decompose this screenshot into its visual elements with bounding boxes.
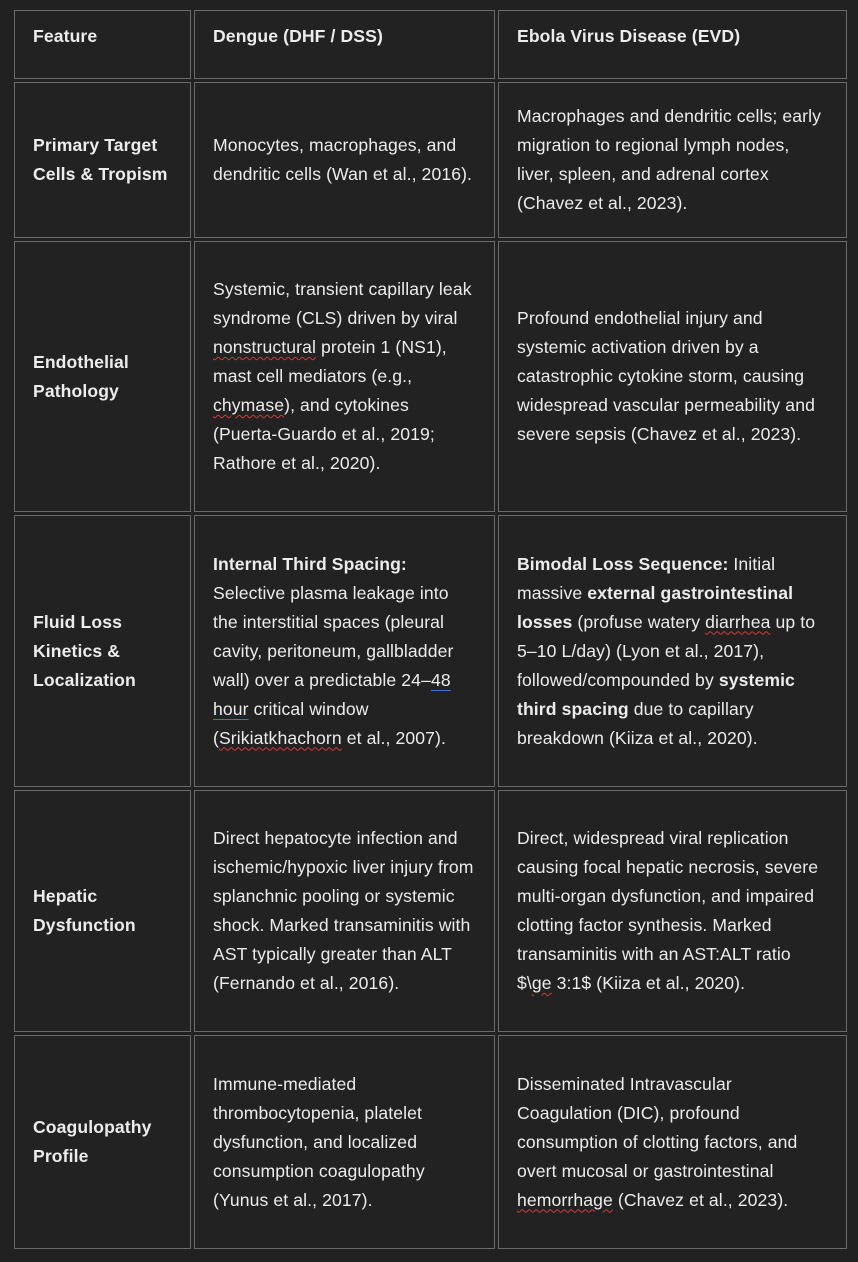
feature-label: Fluid Loss Kinetics & Localization bbox=[33, 611, 136, 690]
feature-label: Coagulopathy Profile bbox=[33, 1117, 152, 1166]
table-row bbox=[14, 515, 847, 787]
spellcheck-underline: Srikiatkhachorn bbox=[218, 727, 342, 748]
feature-cell bbox=[14, 82, 191, 238]
ebola-cell bbox=[498, 82, 847, 238]
table-row bbox=[14, 790, 847, 1032]
dengue-cell bbox=[194, 241, 495, 512]
feature-cell bbox=[14, 241, 191, 512]
ebola-cell bbox=[498, 790, 847, 1032]
header-dengue-label: Dengue (DHF / DSS) bbox=[213, 26, 383, 46]
dengue-cell bbox=[194, 1035, 495, 1249]
table-row bbox=[14, 241, 847, 512]
feature-label: Endothelial Pathology bbox=[33, 351, 129, 401]
spellcheck-underline: hemorrhage bbox=[517, 1189, 613, 1210]
bold-term: Bimodal Loss Sequence: bbox=[517, 553, 729, 574]
ebola-text: Bimodal Loss Sequence: Initial massive external gastrointestinal losses (profuse watery diarrhea up to 5–10 L/day) (Lyon et al., 2017), followed/compounded by systemic third spacing due to capillary breakdown (Kiiza et al., 2020). bbox=[517, 553, 816, 748]
feature-label: Primary Target Cells & Tropism bbox=[33, 135, 168, 184]
dengue-text: Systemic, transient capillary leak syndrome (CLS) driven by viral nonstructural protein 1 (NS1), mast cell mediators (e.g., chymase), and cytokines (Puerta-Guardo et al., 2019; Rathore et al., 2020). bbox=[213, 279, 472, 473]
dengue-text: Monocytes, macrophages, and dendritic cells (Wan et al., 2016). bbox=[213, 135, 473, 184]
dengue-text: Internal Third Spacing: Selective plasma leakage into the interstitial spaces (pleural cavity, peritoneum, gallbladder wall) over a predictable 24–48 hour critical window (Srikiatkhachorn et al., 2007). bbox=[213, 553, 454, 748]
table-row bbox=[14, 1035, 847, 1249]
spellcheck-underline: ge bbox=[531, 973, 552, 993]
spellcheck-underline: nonstructural bbox=[213, 337, 317, 357]
header-cell-feature bbox=[14, 10, 191, 79]
ebola-cell bbox=[498, 515, 847, 787]
dengue-text: Immune-mediated thrombocytopenia, platelet dysfunction, and localized consumption coagulopathy (Yunus et al., 2017). bbox=[213, 1073, 425, 1210]
header-ebola-label: Ebola Virus Disease (EVD) bbox=[517, 26, 741, 46]
dengue-cell bbox=[194, 515, 495, 787]
ebola-cell bbox=[498, 1035, 847, 1249]
dengue-cell bbox=[194, 82, 495, 238]
header-feature-label: Feature bbox=[33, 26, 98, 46]
table-header-row bbox=[14, 10, 847, 79]
ebola-text: Macrophages and dendritic cells; early migration to regional lymph nodes, liver, spleen, and adrenal cortex (Chavez et al., 2023). bbox=[517, 106, 822, 213]
dengue-cell bbox=[194, 790, 495, 1032]
dengue-text: Direct hepatocyte infection and ischemic/hypoxic liver injury from splanchnic pooling or systemic shock. Marked transaminitis with AST typically greater than ALT (Fernando et al., 2016). bbox=[213, 828, 474, 993]
spellcheck-underline: chymase bbox=[213, 395, 285, 415]
feature-cell bbox=[14, 1035, 191, 1249]
ebola-text: Direct, widespread viral replication causing focal hepatic necrosis, severe multi-organ dysfunction, and impaired clotting factor synthesis. Marked transaminitis with an AST:ALT ratio $\ge 3:1$ (Kiiza et al., 2020). bbox=[517, 828, 819, 993]
bold-term: external gastrointestinal losses bbox=[517, 582, 794, 632]
header-cell-dengue bbox=[194, 10, 495, 79]
table-row bbox=[14, 82, 847, 238]
feature-label: Hepatic Dysfunction bbox=[33, 886, 136, 935]
ebola-text: Profound endothelial injury and systemic activation driven by a catastrophic cytokine storm, causing widespread vascular permeability and severe sepsis (Chavez et al., 2023). bbox=[517, 308, 815, 444]
bold-term: systemic third spacing bbox=[517, 669, 795, 719]
spellcheck-underline: diarrhea bbox=[705, 611, 771, 632]
bold-term: Internal Third Spacing: bbox=[213, 553, 407, 574]
feature-cell bbox=[14, 790, 191, 1032]
header-cell-ebola bbox=[498, 10, 847, 79]
feature-cell bbox=[14, 515, 191, 787]
ebola-text: Disseminated Intravascular Coagulation (DIC), profound consumption of clotting factors, and overt mucosal or gastrointestinal hemorrhage (Chavez et al., 2023). bbox=[517, 1073, 798, 1210]
underlined-term: 48 hour bbox=[213, 669, 451, 719]
ebola-cell bbox=[498, 241, 847, 512]
